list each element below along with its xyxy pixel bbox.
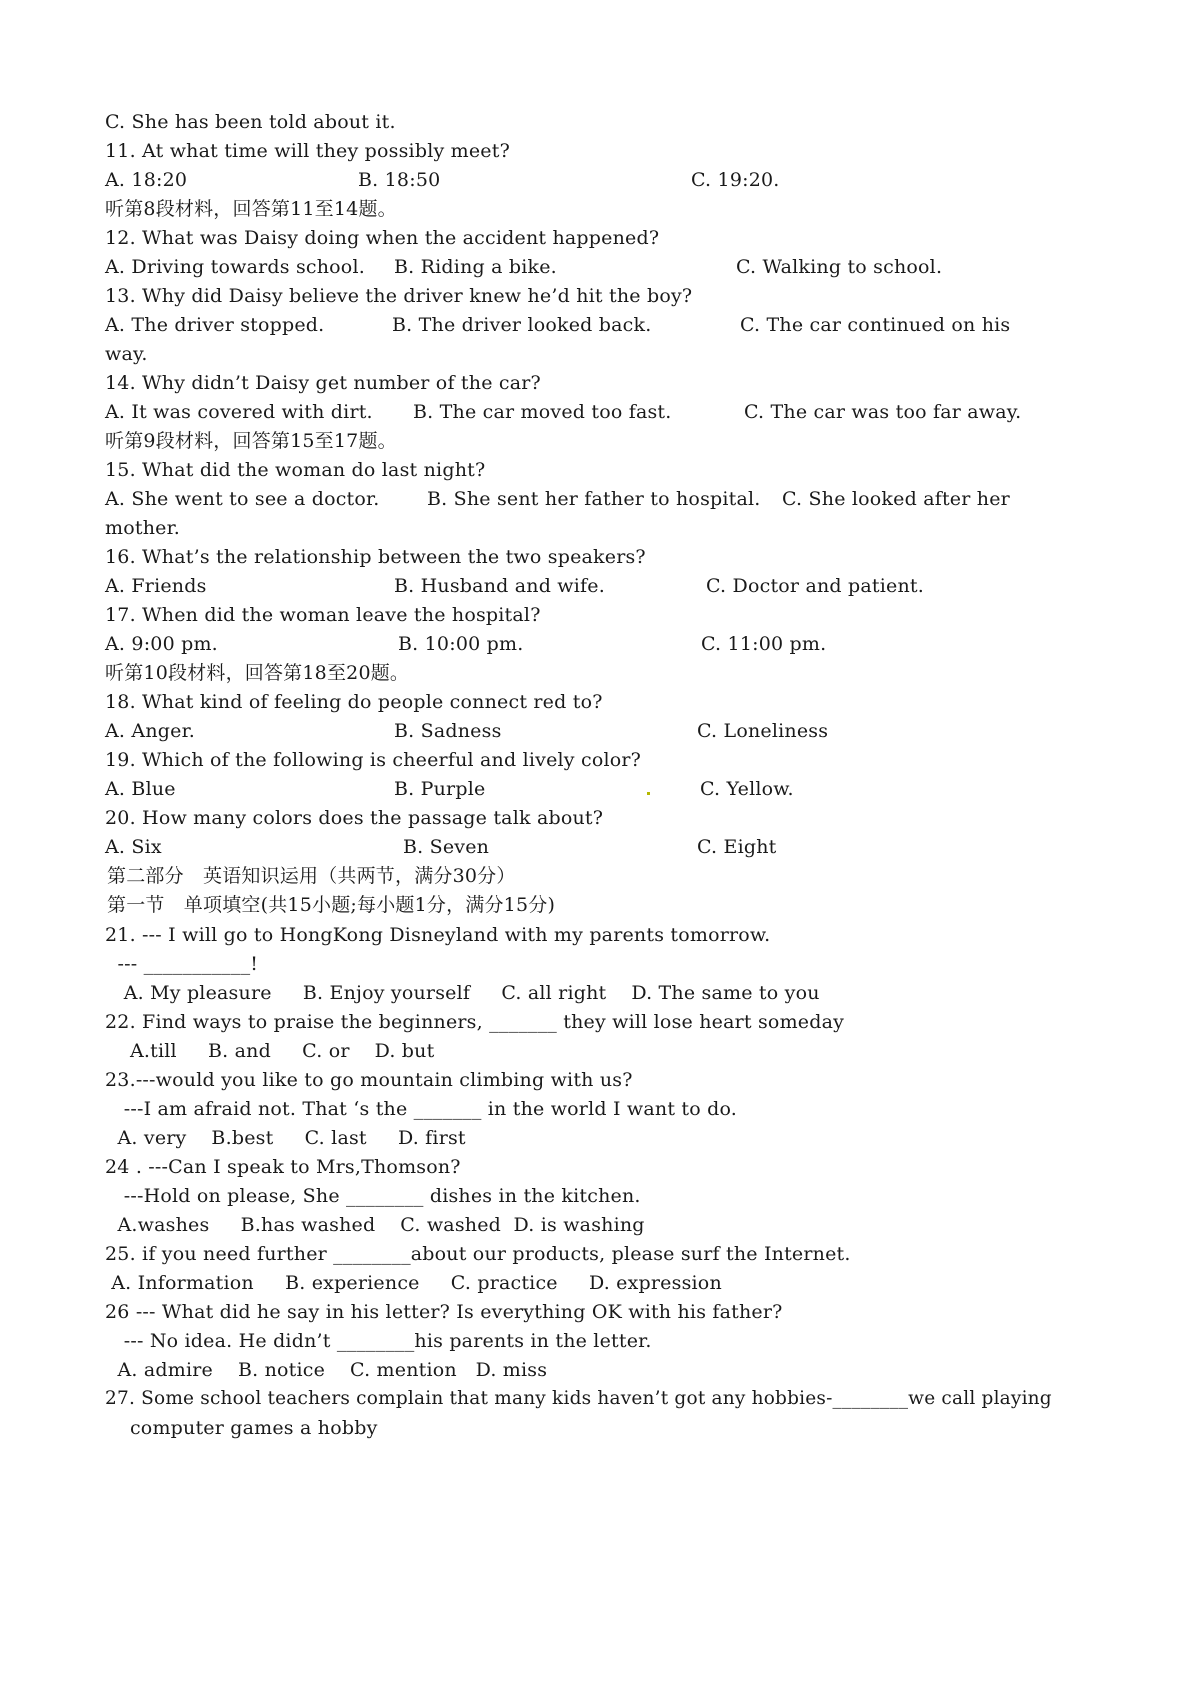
question-27-continued: computer games a hobby: [105, 1417, 378, 1439]
option-a: A. 9:00 pm.: [105, 633, 218, 655]
question-14: 14. Why didn’t Daisy get number of the car?: [105, 372, 541, 394]
part-heading: 第二部分 英语知识运用（共两节，满分30分）: [107, 865, 516, 887]
option-a: A. It was covered with dirt.: [105, 401, 373, 423]
question-23: 23.---would you like to go mountain climbing with us?: [105, 1069, 633, 1091]
options-row: A. My pleasure B. Enjoy yourself C. all right D. The same to you: [105, 982, 820, 1004]
option-b: B. The driver looked back.: [392, 314, 652, 336]
option-b: B. 10:00 pm.: [398, 633, 524, 655]
option-b: B. She sent her father to hospital.: [427, 488, 761, 510]
question-19: 19. Which of the following is cheerful and lively color?: [105, 749, 642, 771]
option-c: C. Walking to school.: [736, 256, 943, 278]
options-row: A. admire B. notice C. mention D. miss: [105, 1359, 548, 1381]
option-b: B. Riding a bike.: [394, 256, 557, 278]
dialogue-line: --- No idea. He didn’t ________his parents in the letter.: [105, 1330, 652, 1352]
option-a: A. Blue: [105, 778, 176, 800]
section-instruction: 听第8段材料，回答第11至14题。: [105, 198, 397, 220]
options-row: A. very B.best C. last D. first: [105, 1127, 466, 1149]
option-a: A. Anger.: [105, 720, 195, 742]
options-row: A. Information B. experience C. practice D. expression: [105, 1272, 722, 1294]
option-c: C. She looked after her: [782, 488, 1010, 510]
option-c: C. 11:00 pm.: [701, 633, 827, 655]
option-b: B. Husband and wife.: [394, 575, 605, 597]
question-24: 24 . ---Can I speak to Mrs,Thomson?: [105, 1156, 461, 1178]
option-c: C. Loneliness: [697, 720, 829, 742]
section-heading: 第一节 单项填空(共15小题;每小题1分，满分15分): [107, 894, 556, 916]
option-a: A. Six: [105, 836, 162, 858]
options-row: A.washes B.has washed C. washed D. is washing: [105, 1214, 645, 1236]
option-c: C. The car continued on his: [740, 314, 1011, 336]
option-c: C. Doctor and patient.: [706, 575, 924, 597]
option-b: B. Seven: [403, 836, 490, 858]
section-instruction: 听第10段材料，回答第18至20题。: [105, 662, 410, 684]
option-c: C. Yellow.: [700, 778, 794, 800]
question-11: 11. At what time will they possibly meet?: [105, 140, 510, 162]
option-a: A. 18:20: [105, 169, 188, 191]
question-22: 22. Find ways to praise the beginners, _______ they will lose heart someday: [105, 1011, 845, 1033]
question-17: 17. When did the woman leave the hospital?: [105, 604, 541, 626]
option-continuation: way.: [105, 343, 148, 365]
options-row: A.till B. and C. or D. but: [105, 1040, 435, 1062]
option-a: A. Driving towards school.: [105, 256, 365, 278]
option-b: B. The car moved too fast.: [413, 401, 672, 423]
question-13: 13. Why did Daisy believe the driver knew he’d hit the boy?: [105, 285, 693, 307]
question-27: 27. Some school teachers complain that many kids haven’t got any hobbies-________we call playing: [105, 1388, 1052, 1409]
option-c: C. The car was too far away.: [744, 401, 1022, 423]
question-26: 26 --- What did he say in his letter? Is everything OK with his father?: [105, 1301, 783, 1323]
question-16: 16. What’s the relationship between the two speakers?: [105, 546, 646, 568]
stray-mark: [647, 792, 650, 795]
option-c: C. Eight: [697, 836, 777, 858]
option-b: B. Purple: [394, 778, 486, 800]
question-25: 25. if you need further ________about our products, please surf the Internet.: [105, 1243, 851, 1265]
option-line: C. She has been told about it.: [105, 111, 396, 133]
question-20: 20. How many colors does the passage talk about?: [105, 807, 604, 829]
option-continuation: mother.: [105, 517, 181, 539]
option-a: A. She went to see a doctor.: [105, 488, 380, 510]
option-b: B. Sadness: [394, 720, 502, 742]
option-b: B. 18:50: [358, 169, 441, 191]
question-21: 21. --- I will go to HongKong Disneyland with my parents tomorrow.: [105, 924, 771, 946]
dialogue-line: --- ___________!: [105, 953, 259, 975]
question-18: 18. What kind of feeling do people connect red to?: [105, 691, 603, 713]
option-c: C. 19:20.: [691, 169, 780, 191]
dialogue-line: ---Hold on please, She ________ dishes in the kitchen.: [105, 1185, 641, 1207]
question-15: 15. What did the woman do last night?: [105, 459, 486, 481]
section-instruction: 听第9段材料，回答第15至17题。: [105, 430, 397, 452]
question-12: 12. What was Daisy doing when the accident happened?: [105, 227, 660, 249]
dialogue-line: ---I am afraid not. That ‘s the _______ in the world I want to do.: [105, 1098, 738, 1120]
option-a: A. Friends: [105, 575, 207, 597]
option-a: A. The driver stopped.: [105, 314, 325, 336]
